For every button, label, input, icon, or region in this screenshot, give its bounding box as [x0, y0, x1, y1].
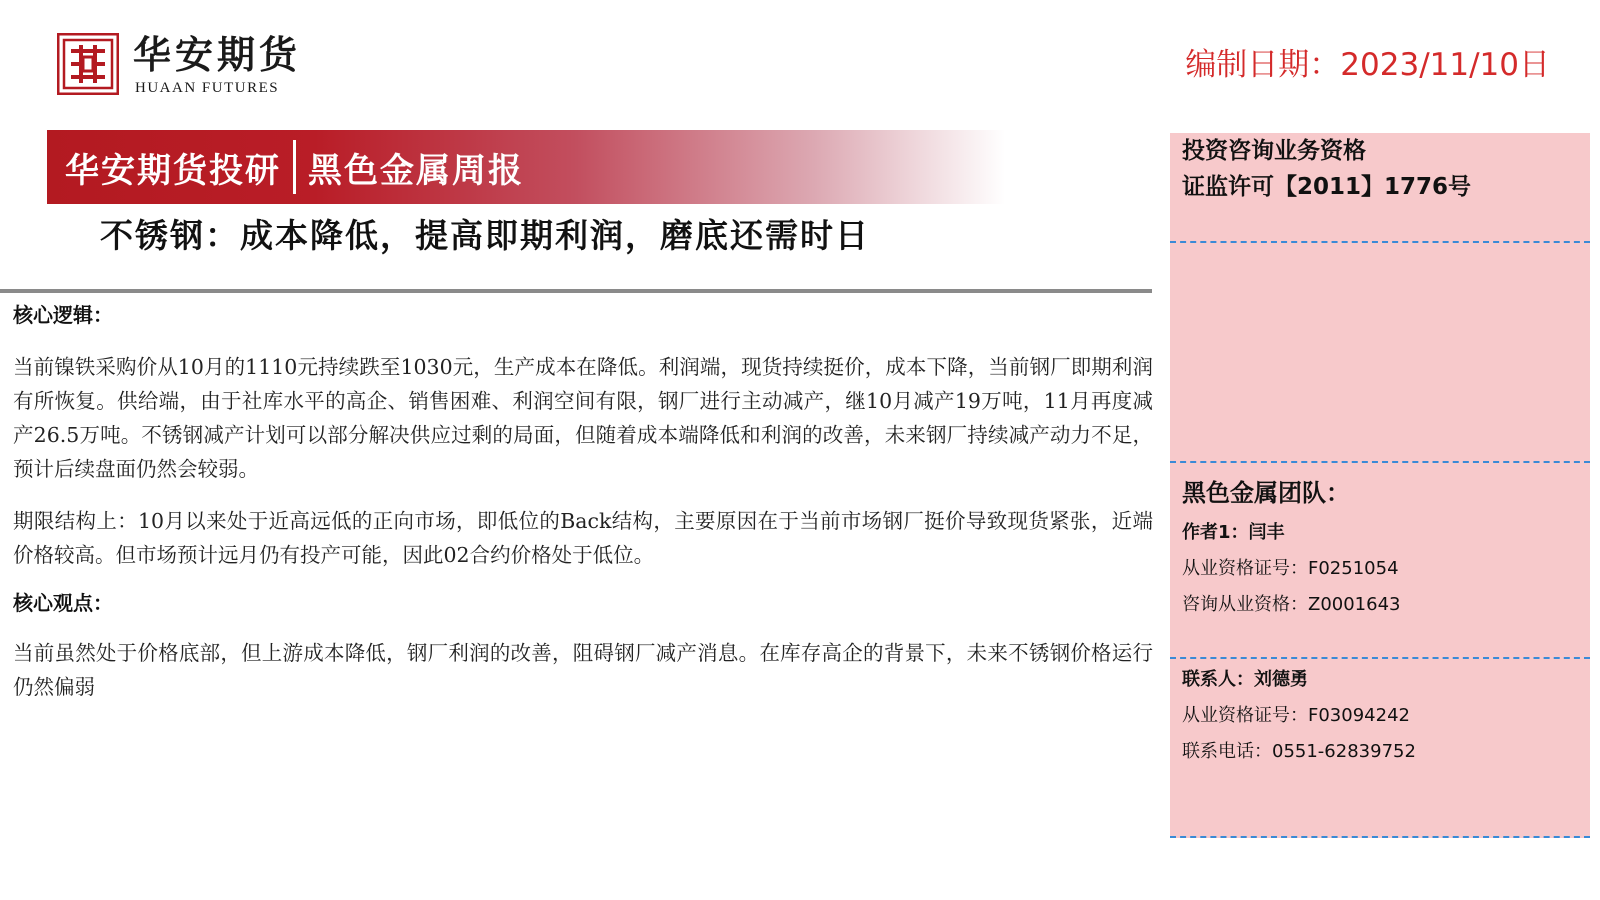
author-name: 作者1：闫丰: [1182, 522, 1285, 543]
info-sidebar: [1170, 133, 1590, 838]
contact-person: 联系人：刘德勇: [1182, 669, 1308, 690]
header-divider: [0, 289, 1152, 293]
core-view-heading: 核心观点：: [13, 591, 113, 615]
author-consult-qualification: 咨询从业资格：Z0001643: [1182, 594, 1401, 615]
title-banner: [47, 130, 1005, 204]
contact-phone: 联系电话：0551-62839752: [1182, 741, 1416, 762]
core-logic-heading: 核心逻辑：: [13, 303, 113, 327]
contact-certificate: 从业资格证号：F03094242: [1182, 705, 1410, 726]
compile-date: 编制日期：2023/11/10日: [1185, 47, 1550, 83]
huaan-logo-mark-icon: [57, 33, 119, 95]
core-logic-paragraph-2: 期限结构上：10月以来处于近高远低的正向市场，即低位的Back结构，主要原因在于当前市场钢厂挺价导致现货紧张，近端价格较高。但市场预计远月仍有投产可能，因此02合约价格处于低位。: [13, 509, 1153, 567]
core-view-paragraph: 当前虽然处于价格底部，但上游成本降低，钢厂利润的改善，阻碍钢厂减产消息。在库存高企的背景下，未来不锈钢价格运行仍然偏弱: [13, 641, 1153, 699]
qualification-title: 投资咨询业务资格: [1182, 138, 1366, 164]
brand-logo: [57, 33, 307, 99]
dashed-divider: [1170, 657, 1590, 659]
dashed-divider: [1170, 241, 1590, 243]
license-number: 证监许可【2011】1776号: [1182, 174, 1472, 200]
banner-report-type: 黑色金属周报: [308, 150, 524, 191]
team-title: 黑色金属团队：: [1182, 479, 1350, 507]
banner-text: [65, 140, 524, 194]
banner-separator: [293, 140, 296, 194]
logo-chinese-name: 华安期货: [133, 32, 302, 77]
author-certificate: 从业资格证号：F0251054: [1182, 558, 1399, 579]
core-logic-paragraph-1: 当前镍铁采购价从10月的1110元持续跌至1030元，生产成本在降低。利润端，现货持续挺价，成本下降，当前钢厂即期利润有所恢复。供给端，由于社库水平的高企、销售困难、利润空间有限，钢厂进行主动减产，继10月减产19万吨，11月再度减产26.5万吨。不锈钢减产计划可以部分解决供应过剩的局面，但随着成本端降低和利润的改善，未来钢厂持续减产动力不足，预计后续盘面仍然会较弱。: [13, 355, 1153, 481]
banner-research-label: 华安期货投研: [65, 150, 281, 191]
dashed-divider: [1170, 461, 1590, 463]
report-body: [13, 300, 1153, 704]
dashed-divider: [1170, 836, 1590, 838]
report-headline: 不锈钢：成本降低，提高即期利润，磨底还需时日: [100, 216, 870, 255]
logo-english-name: HUAAN FUTURES: [135, 80, 280, 96]
qualification-block: [1182, 133, 1471, 205]
